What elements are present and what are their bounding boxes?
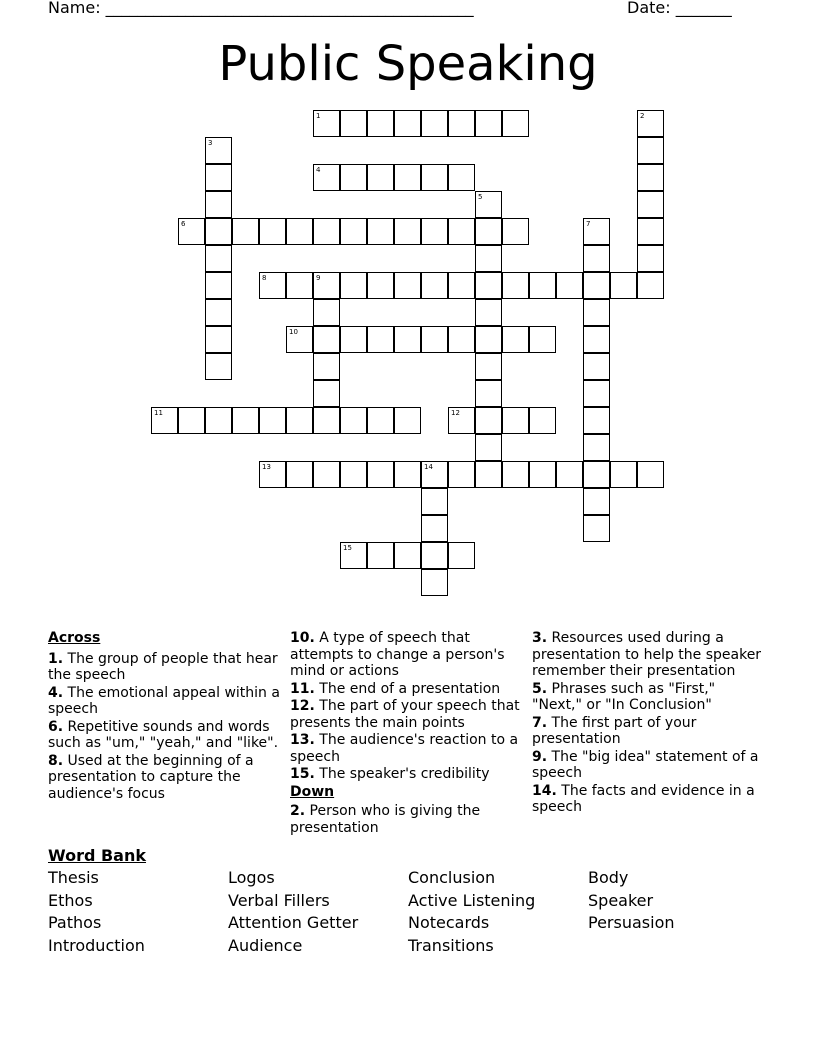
crossword-cell[interactable] <box>583 272 610 299</box>
crossword-cell[interactable] <box>313 407 340 434</box>
clue-number: 10 <box>289 328 298 336</box>
clue-number: 15 <box>343 544 352 552</box>
crossword-cell[interactable] <box>340 407 367 434</box>
clue-number: 13 <box>262 463 271 471</box>
word-bank-item: Speaker <box>588 891 654 910</box>
down-heading: Down <box>290 783 335 800</box>
crossword-cell[interactable] <box>205 164 232 191</box>
word-bank-item: Transitions <box>408 936 494 955</box>
crossword-cell[interactable] <box>475 299 502 326</box>
crossword-cell[interactable] <box>421 515 448 542</box>
crossword-cell[interactable] <box>502 461 529 488</box>
crossword-cell[interactable] <box>529 461 556 488</box>
crossword-cell[interactable] <box>394 407 421 434</box>
crossword-cell[interactable] <box>394 326 421 353</box>
crossword-cell[interactable] <box>286 326 313 353</box>
crossword-cell[interactable] <box>394 164 421 191</box>
crossword-cell[interactable] <box>340 272 367 299</box>
across-clues-col1 <box>48 630 284 803</box>
crossword-cell[interactable] <box>286 272 313 299</box>
word-bank-item: Persuasion <box>588 913 675 932</box>
crossword-cell[interactable] <box>475 110 502 137</box>
crossword-cell[interactable] <box>340 218 367 245</box>
crossword-cell[interactable] <box>448 110 475 137</box>
crossword-cell[interactable] <box>394 218 421 245</box>
word-bank-item: Conclusion <box>408 868 496 887</box>
crossword-cell[interactable] <box>475 434 502 461</box>
crossword-cell[interactable] <box>475 272 502 299</box>
clue-across-8: 8. Used at the beginning of a presentation to capture the audience's focus <box>48 752 254 802</box>
word-bank-item: Body <box>588 868 629 887</box>
crossword-cell[interactable] <box>475 191 502 218</box>
clue-across-13: 13. The audience's reaction to a speech <box>290 732 519 765</box>
across-heading: Across <box>48 630 101 646</box>
clue-down-2: 2. Person who is giving the presentation <box>290 803 481 836</box>
clue-number: 6 <box>181 220 186 228</box>
crossword-cell[interactable] <box>367 110 394 137</box>
crossword-cell[interactable] <box>340 110 367 137</box>
crossword-cell[interactable] <box>637 110 664 137</box>
crossword-cell[interactable] <box>529 407 556 434</box>
crossword-cell[interactable] <box>178 407 205 434</box>
crossword-cell[interactable] <box>367 407 394 434</box>
crossword-cell[interactable] <box>421 488 448 515</box>
clue-down-5: 5. Phrases such as "First," "Next," or "In Conclusion" <box>532 680 716 713</box>
crossword-cell[interactable] <box>583 326 610 353</box>
crossword-cell[interactable] <box>475 218 502 245</box>
crossword-cell[interactable] <box>205 245 232 272</box>
crossword-cell[interactable] <box>448 164 475 191</box>
clue-number: 14 <box>424 463 433 471</box>
crossword-cell[interactable] <box>583 299 610 326</box>
clue-number: 5 <box>478 193 483 201</box>
crossword-cell[interactable] <box>367 542 394 569</box>
crossword-cell[interactable] <box>637 137 664 164</box>
crossword-cell[interactable] <box>529 326 556 353</box>
crossword-cell[interactable] <box>259 272 286 299</box>
crossword-cell[interactable] <box>475 380 502 407</box>
crossword-cell[interactable] <box>475 245 502 272</box>
crossword-cell[interactable] <box>340 542 367 569</box>
name-field[interactable]: Name: ______________________________________________ <box>48 0 474 17</box>
crossword-cell[interactable] <box>178 218 205 245</box>
crossword-cell[interactable] <box>367 164 394 191</box>
crossword-cell[interactable] <box>448 407 475 434</box>
crossword-cell[interactable] <box>421 218 448 245</box>
crossword-cell[interactable] <box>637 218 664 245</box>
crossword-cell[interactable] <box>313 353 340 380</box>
crossword-cell[interactable] <box>475 461 502 488</box>
crossword-cell[interactable] <box>205 137 232 164</box>
clue-down-7: 7. The first part of your presentation <box>532 714 697 747</box>
word-bank-item: Notecards <box>408 913 490 932</box>
crossword-cell[interactable] <box>583 380 610 407</box>
crossword-cell[interactable] <box>205 326 232 353</box>
down-clues-col3 <box>532 630 768 817</box>
clue-across-4: 4. The emotional appeal within a speech <box>48 684 280 717</box>
crossword-cell[interactable] <box>502 272 529 299</box>
crossword-cell[interactable] <box>259 461 286 488</box>
crossword-cell[interactable] <box>421 461 448 488</box>
crossword-cell[interactable] <box>583 515 610 542</box>
crossword-cell[interactable] <box>637 461 664 488</box>
crossword-cell[interactable] <box>637 191 664 218</box>
crossword-cell[interactable] <box>421 164 448 191</box>
crossword-cell[interactable] <box>475 353 502 380</box>
word-bank-item: Pathos <box>48 913 102 932</box>
crossword-cell[interactable] <box>232 407 259 434</box>
crossword-cell[interactable] <box>205 407 232 434</box>
crossword-cell[interactable] <box>583 218 610 245</box>
crossword-cell[interactable] <box>610 461 637 488</box>
crossword-cell[interactable] <box>421 326 448 353</box>
word-bank-title: Word Bank <box>48 846 147 865</box>
crossword-cell[interactable] <box>502 110 529 137</box>
crossword-cell[interactable] <box>205 299 232 326</box>
crossword-cell[interactable] <box>313 110 340 137</box>
crossword-cell[interactable] <box>340 461 367 488</box>
crossword-cell[interactable] <box>448 542 475 569</box>
crossword-cell[interactable] <box>205 272 232 299</box>
crossword-cell[interactable] <box>286 407 313 434</box>
clue-across-15: 15. The speaker's credibility <box>290 766 490 782</box>
crossword-cell[interactable] <box>502 407 529 434</box>
crossword-cell[interactable] <box>394 110 421 137</box>
clue-number: 11 <box>154 409 163 417</box>
crossword-cell[interactable] <box>583 434 610 461</box>
crossword-cell[interactable] <box>205 218 232 245</box>
crossword-cell[interactable] <box>394 542 421 569</box>
clue-across-1: 1. The group of people that hear the speech <box>48 650 278 683</box>
word-bank-item: Active Listening <box>408 891 536 910</box>
crossword-cell[interactable] <box>205 353 232 380</box>
crossword-cell[interactable] <box>151 407 178 434</box>
crossword-cell[interactable] <box>583 245 610 272</box>
crossword-cell[interactable] <box>448 218 475 245</box>
clue-number: 1 <box>316 112 321 120</box>
crossword-cell[interactable] <box>556 272 583 299</box>
crossword-cell[interactable] <box>583 461 610 488</box>
crossword-cell[interactable] <box>583 488 610 515</box>
crossword-cell[interactable] <box>340 326 367 353</box>
clue-across-11: 11. The end of a presentation <box>290 680 501 697</box>
crossword-cell[interactable] <box>394 272 421 299</box>
crossword-cell[interactable] <box>313 380 340 407</box>
crossword-cell[interactable] <box>637 164 664 191</box>
crossword-cell[interactable] <box>421 542 448 569</box>
crossword-cell[interactable] <box>340 164 367 191</box>
crossword-cell[interactable] <box>313 461 340 488</box>
crossword-cell[interactable] <box>232 218 259 245</box>
crossword-cell[interactable] <box>367 326 394 353</box>
clue-number: 4 <box>316 166 321 174</box>
clue-number: 3 <box>208 139 213 147</box>
crossword-cell[interactable] <box>556 461 583 488</box>
crossword-cell[interactable] <box>313 326 340 353</box>
crossword-cell[interactable] <box>448 272 475 299</box>
crossword-cell[interactable] <box>502 218 529 245</box>
word-bank-item: Logos <box>228 868 275 887</box>
crossword-cell[interactable] <box>205 191 232 218</box>
clue-down-9: 9. The "big idea" statement of a speech <box>532 748 759 781</box>
crossword-cell[interactable] <box>394 461 421 488</box>
crossword-cell[interactable] <box>637 272 664 299</box>
clue-across-12: 12. The part of your speech that presents the main points <box>290 698 520 731</box>
page-title: Public Speaking <box>218 36 598 92</box>
crossword-cell[interactable] <box>313 299 340 326</box>
clue-number: 8 <box>262 274 267 282</box>
word-bank-item: Attention Getter <box>228 913 359 932</box>
crossword-cell[interactable] <box>286 218 313 245</box>
crossword-cell[interactable] <box>286 461 313 488</box>
crossword-cell[interactable] <box>367 461 394 488</box>
clue-number: 7 <box>586 220 591 228</box>
crossword-cell[interactable] <box>259 218 286 245</box>
clue-number: 2 <box>640 112 645 120</box>
clue-down-14: 14. The facts and evidence in a speech <box>532 782 755 815</box>
clue-number: 9 <box>316 274 321 282</box>
crossword-cell[interactable] <box>475 326 502 353</box>
crossword-cell[interactable] <box>448 461 475 488</box>
crossword-cell[interactable] <box>421 569 448 596</box>
clue-down-3: 3. Resources used during a presentation to help the speaker remember their presentation <box>532 630 762 679</box>
crossword-cell[interactable] <box>502 326 529 353</box>
crossword-cell[interactable] <box>529 272 556 299</box>
crossword-cell[interactable] <box>448 326 475 353</box>
crossword-cell[interactable] <box>583 407 610 434</box>
crossword-cell[interactable] <box>421 272 448 299</box>
crossword-cell[interactable] <box>313 272 340 299</box>
word-bank-item: Audience <box>228 936 303 955</box>
clues-col2 <box>290 630 526 837</box>
crossword-cell[interactable] <box>637 245 664 272</box>
word-bank-item: Ethos <box>48 891 93 910</box>
crossword-cell[interactable] <box>259 407 286 434</box>
clue-number: 12 <box>451 409 460 417</box>
crossword-cell[interactable] <box>313 218 340 245</box>
crossword-cell[interactable] <box>367 272 394 299</box>
crossword-cell[interactable] <box>610 272 637 299</box>
crossword-cell[interactable] <box>421 110 448 137</box>
crossword-cell[interactable] <box>583 353 610 380</box>
crossword-cell[interactable] <box>313 164 340 191</box>
clue-across-10: 10. A type of speech that attempts to change a person's mind or actions <box>290 630 505 679</box>
crossword-cell[interactable] <box>475 407 502 434</box>
date-field[interactable]: Date: _______ <box>627 0 732 17</box>
word-bank-item: Introduction <box>48 936 145 955</box>
word-bank-item: Verbal Fillers <box>228 891 330 910</box>
clue-across-6: 6. Repetitive sounds and words such as "um," "yeah," and "like". <box>48 718 279 751</box>
crossword-cell[interactable] <box>367 218 394 245</box>
word-bank-item: Thesis <box>48 868 99 887</box>
